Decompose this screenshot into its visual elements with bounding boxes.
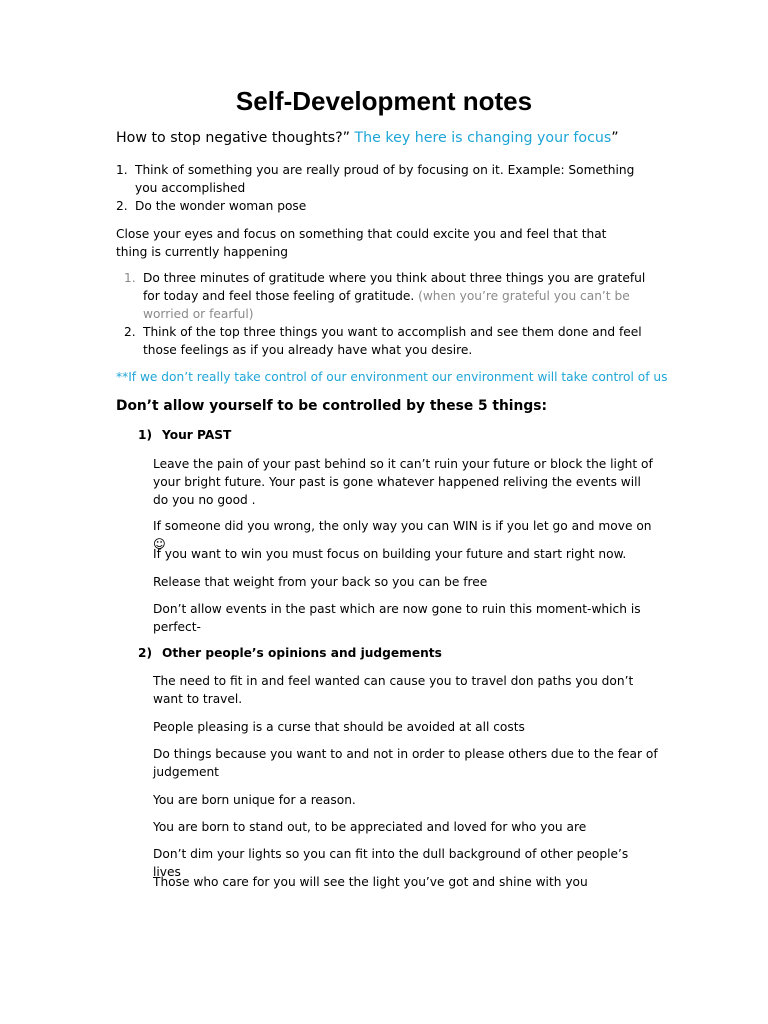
- list-item: If you want to win you must focus on building your future and start right now.: [153, 547, 627, 561]
- list-number: 2.: [116, 199, 128, 213]
- list-item: Do things because you want to and not in order to please others due to the fear of judgement: [153, 747, 658, 779]
- list-number: 1.: [124, 271, 136, 285]
- question-end-quote: ”: [611, 130, 619, 146]
- list-item-text: Think of the top three things you want to accomplish and see them done and feel those feelings as if you already have what you desire.: [143, 325, 642, 357]
- page-title: Self-Development notes: [235, 86, 533, 116]
- list-item-text: Do the wonder woman pose: [135, 199, 307, 213]
- focus-tips-list: [116, 161, 656, 215]
- list-item: People pleasing is a curse that should be avoided at all costs: [153, 720, 525, 734]
- question-line: [116, 130, 676, 146]
- gratitude-list: [124, 269, 656, 359]
- list-number: 2.: [124, 325, 136, 339]
- environment-prefix: **: [116, 370, 129, 384]
- close-eyes-paragraph: Close your eyes and focus on something that could excite you and feel that that thing is currently happening: [116, 227, 607, 259]
- question-highlight: The key here is changing your focus: [354, 130, 612, 146]
- list-item: Leave the pain of your past behind so it can’t ruin your future or block the light of your bright future. Your past is gone whatever happened reliving the events will do you no good .: [153, 457, 653, 507]
- environment-text: If we don’t really take control of our environment our environment will take control of us: [128, 370, 668, 384]
- list-item: You are born to stand out, to be appreciated and loved for who you are: [153, 820, 587, 834]
- list-item: Don’t allow events in the past which are now gone to ruin this moment-which is perfect-: [153, 602, 641, 634]
- list-item: If someone did you wrong, the only way you can WIN is if you let go and move on ☺: [153, 519, 652, 551]
- section-number: 1): [138, 428, 153, 442]
- list-item: Those who care for you will see the light you’ve got and shine with you: [153, 875, 588, 889]
- list-item: [124, 269, 656, 323]
- section-number: 2): [138, 646, 153, 660]
- list-item-text: Do three minutes of gratitude where you think about three things you are grateful for today and feel those feeling of gratitude.: [143, 271, 646, 303]
- section-title-text: Other people’s opinions and judgements: [162, 646, 442, 660]
- list-item: The need to fit in and feel wanted can cause you to travel don paths you don’t want to travel.: [153, 674, 634, 706]
- list-item-text: Think of something you are really proud of by focusing on it. Example: Something you accomplished: [135, 163, 635, 195]
- question-text: How to stop negative thoughts?”: [116, 130, 355, 146]
- section-title-text: Your PAST: [162, 428, 232, 442]
- list-item: [116, 161, 656, 197]
- section-2-title: [138, 646, 442, 660]
- five-things-heading: Don’t allow yourself to be controlled by these 5 things:: [116, 398, 547, 414]
- list-item-note: (when you’re grateful you can’t be worried or fearful): [143, 289, 630, 321]
- list-item: [116, 197, 656, 215]
- list-number: 1.: [116, 163, 128, 177]
- environment-note: [116, 368, 676, 386]
- list-item: Release that weight from your back so you can be free: [153, 575, 488, 589]
- list-item: You are born unique for a reason.: [153, 793, 356, 807]
- list-item: Don’t dim your lights so you can fit into the dull background of other people’s lives: [153, 847, 629, 879]
- list-item: [124, 323, 656, 359]
- section-1-title: [138, 428, 231, 442]
